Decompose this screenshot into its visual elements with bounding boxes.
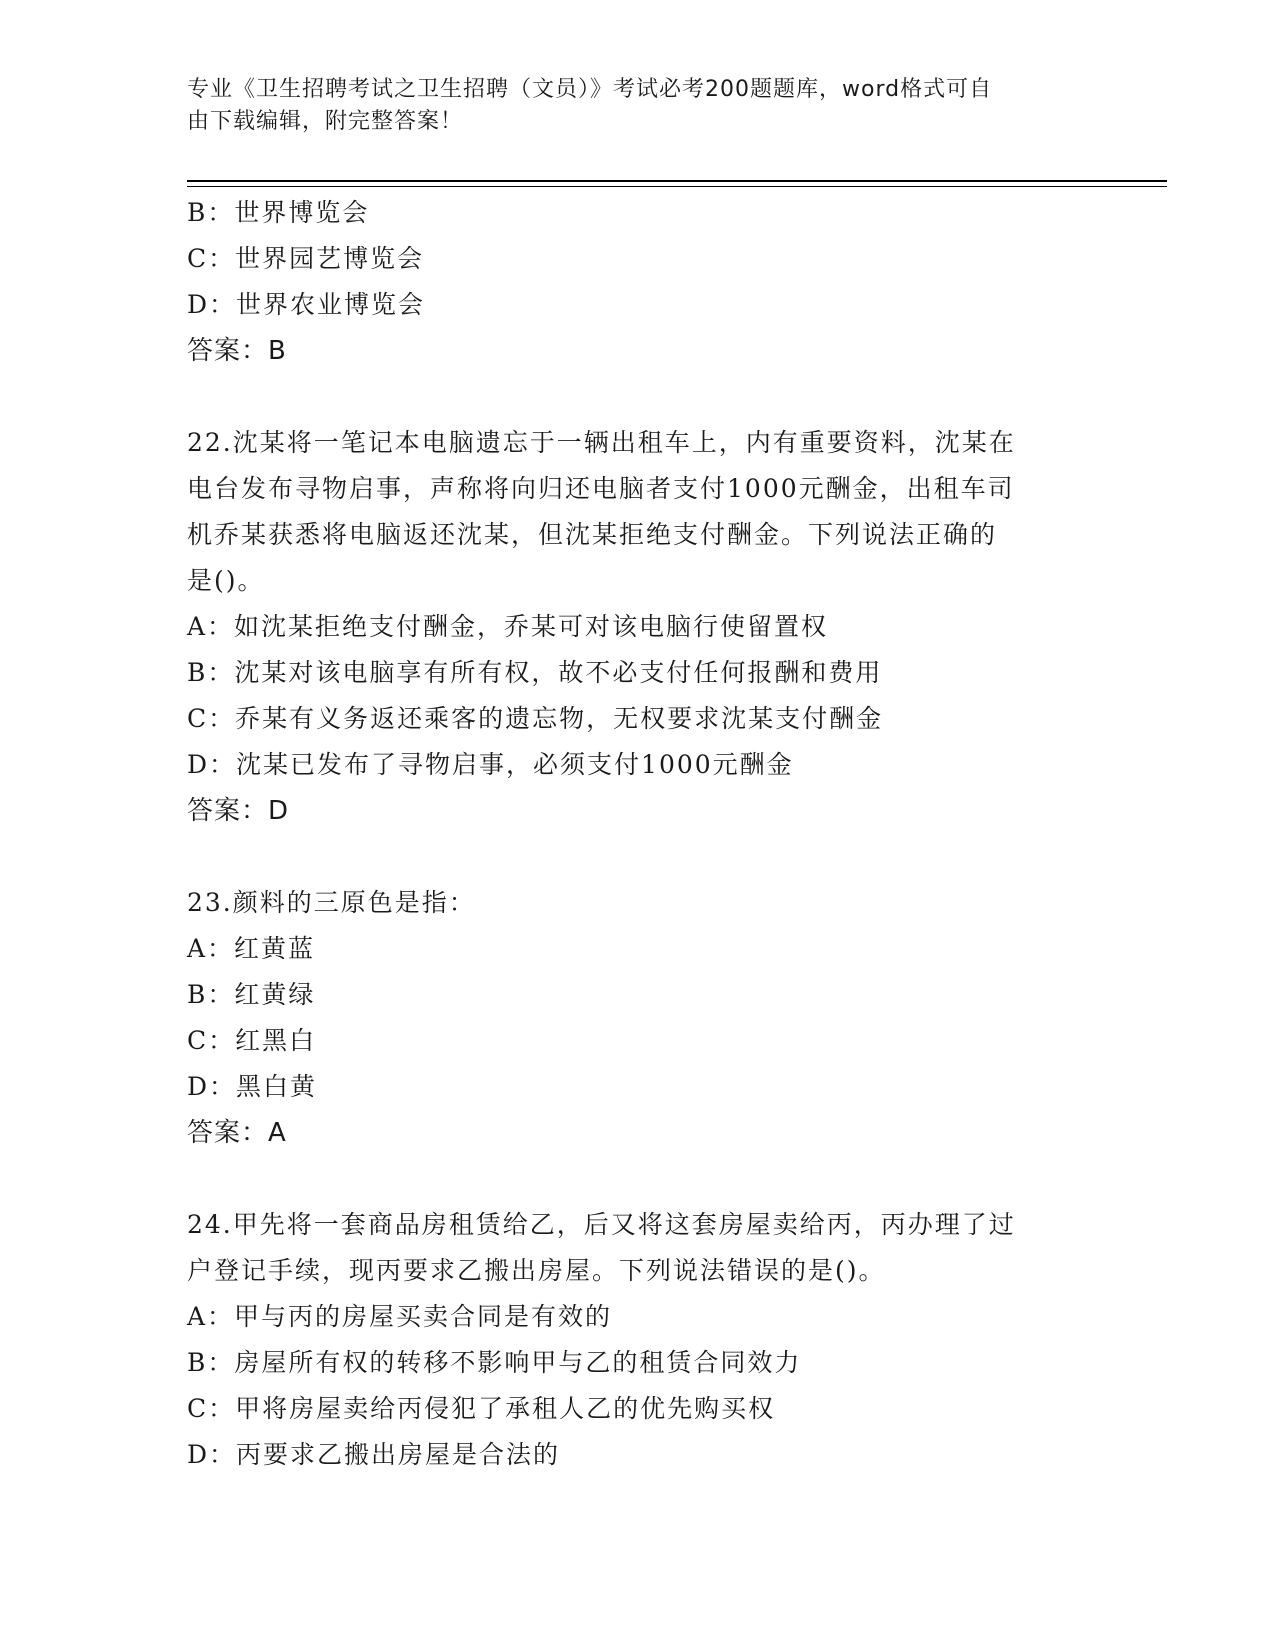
- q24-option-c: C：甲将房屋卖给丙侵犯了承租人乙的优先购买权: [187, 1394, 776, 1423]
- q23-stem: 23.颜料的三原色是指：: [187, 888, 476, 917]
- q23-option-d: D：黑白黄: [187, 1072, 318, 1101]
- question-23: [187, 880, 1087, 1156]
- q22-option-b: B：沈某对该电脑享有所有权，故不必支付任何报酬和费用: [187, 658, 883, 687]
- header-line-2: 由下载编辑，附完整答案！: [187, 109, 464, 134]
- spacer: [187, 1156, 1087, 1202]
- q22-option-d: D：沈某已发布了寻物启事，必须支付1000元酬金: [187, 750, 794, 779]
- q23-option-b: B：红黄绿: [187, 980, 316, 1009]
- question-22: [187, 420, 1087, 834]
- spacer: [187, 834, 1087, 880]
- q22-option-a: A：如沈某拒绝支付酬金，乔某可对该电脑行使留置权: [187, 612, 829, 641]
- header-divider-thin: [187, 186, 1167, 187]
- q22-stem-line-4: 是()。: [187, 566, 265, 595]
- spacer: [187, 374, 1087, 420]
- q22-stem-line-2: 电台发布寻物启事，声称将向归还电脑者支付1000元酬金，出租车司: [187, 474, 1015, 503]
- q22-option-c: C：乔某有义务返还乘客的遗忘物，无权要求沈某支付酬金: [187, 704, 884, 733]
- q23-option-a: A：红黄蓝: [187, 934, 316, 963]
- header-divider-thick: [187, 180, 1167, 182]
- q21-option-c: C：世界园艺博览会: [187, 244, 425, 273]
- question-24: [187, 1202, 1087, 1478]
- question-21: [187, 190, 1087, 374]
- document-header: [187, 74, 1067, 138]
- q24-option-d: D：丙要求乙搬出房屋是合法的: [187, 1440, 561, 1469]
- q23-answer: 答案：A: [187, 1118, 287, 1148]
- question-list: [187, 190, 1087, 1478]
- q24-stem-line-2: 户登记手续，现丙要求乙搬出房屋。下列说法错误的是()。: [187, 1256, 886, 1285]
- q22-stem-line-3: 机乔某获悉将电脑返还沈某，但沈某拒绝支付酬金。下列说法正确的: [187, 520, 998, 549]
- document-page: [187, 0, 1167, 1650]
- q21-option-b: B：世界博览会: [187, 198, 370, 227]
- header-line-1: 专业《卫生招聘考试之卫生招聘（文员）》考试必考200题题库，word格式可自: [187, 77, 993, 102]
- q22-answer: 答案：D: [187, 796, 290, 826]
- q23-option-c: C：红黑白: [187, 1026, 317, 1055]
- q21-option-d: D：世界农业博览会: [187, 290, 426, 319]
- q24-option-a: A：甲与丙的房屋买卖合同是有效的: [187, 1302, 613, 1331]
- q24-stem-line-1: 24.甲先将一套商品房租赁给乙，后又将这套房屋卖给丙，丙办理了过: [187, 1210, 1016, 1239]
- q24-option-b: B：房屋所有权的转移不影响甲与乙的租赁合同效力: [187, 1348, 802, 1377]
- q22-stem-line-1: 22.沈某将一笔记本电脑遗忘于一辆出租车上，内有重要资料，沈某在: [187, 428, 1016, 457]
- q21-answer: 答案：B: [187, 336, 287, 366]
